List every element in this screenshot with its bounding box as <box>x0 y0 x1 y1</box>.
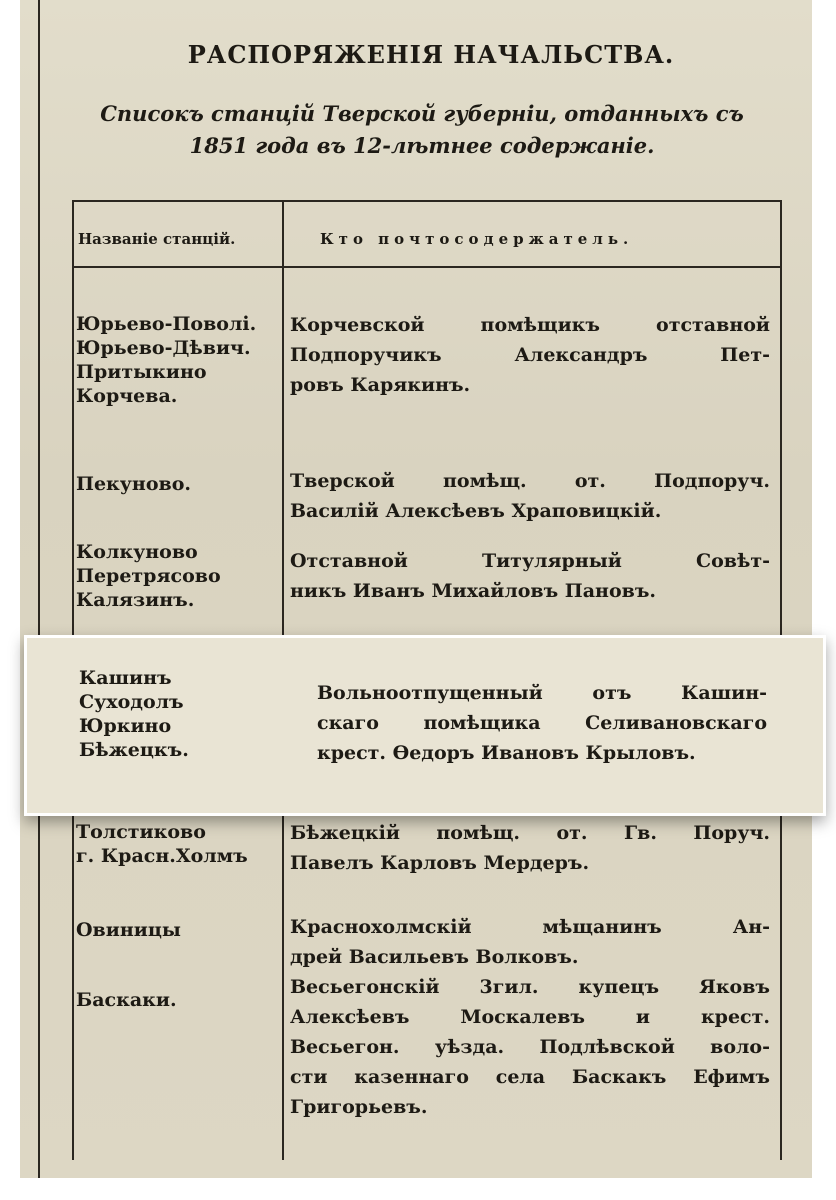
row-holder <box>290 972 770 1122</box>
highlighted-row <box>24 635 826 816</box>
station-name: Баскаки. <box>76 989 177 1011</box>
station-name: Юрьево-Дѣвич. <box>76 337 251 359</box>
holder-line: Весьегонскій 3гил. купецъ Яковъ <box>290 976 770 998</box>
row-stations <box>76 918 286 942</box>
station-name: Толстиково <box>76 821 206 843</box>
row-stations <box>76 988 286 1012</box>
station-name: Калязинъ. <box>76 589 195 611</box>
holder-line: дрей Васильевъ Волковъ. <box>290 946 579 968</box>
row-stations <box>76 312 286 408</box>
row-holder <box>290 546 770 606</box>
row-stations <box>76 820 286 868</box>
station-name: Кашинъ <box>79 667 172 689</box>
holder-line: никъ Иванъ Михайловъ Пановъ. <box>290 580 657 602</box>
row-holder <box>290 912 770 972</box>
scanned-page <box>20 0 812 1178</box>
station-name: г. Красн.Холмъ <box>76 845 248 867</box>
table-caption <box>60 98 784 162</box>
page-margin-rule <box>38 0 40 1178</box>
holder-line: ровъ Карякинъ. <box>290 374 471 396</box>
station-name: Перетрясово <box>76 565 221 587</box>
row-holder <box>317 678 767 768</box>
holder-line: Тверской помѣщ. от. Подпоруч. <box>290 470 770 492</box>
column-header-holder: Кто почтосодержатель. <box>320 230 634 248</box>
row-holder <box>290 466 770 526</box>
station-name: Притыкино <box>76 361 207 383</box>
caption-line: 1851 года въ 12-лѣтнее содержаніе. <box>189 133 655 158</box>
holder-line: Отставной Титулярный Совѣт- <box>290 550 770 572</box>
holder-line: Василій Алексѣевъ Храповицкій. <box>290 500 662 522</box>
table-header-rule <box>72 266 780 268</box>
station-name: Юрьево-Поволі. <box>76 313 257 335</box>
holder-line: Весьегон. уѣзда. Подлѣвской воло- <box>290 1036 770 1058</box>
holder-line: Вольноотпущенный отъ Кашин- <box>317 682 767 704</box>
holder-line: Алексѣевъ Москалевъ и крест. <box>290 1006 770 1028</box>
holder-line: Павелъ Карловъ Мердеръ. <box>290 852 590 874</box>
holder-line: Краснохолмскій мѣщанинъ Ан- <box>290 916 770 938</box>
row-stations <box>76 472 286 496</box>
holder-line: Григорьевъ. <box>290 1096 428 1118</box>
holder-line: Подпоручикъ Александръ Пет- <box>290 344 770 366</box>
row-holder <box>290 310 770 400</box>
row-stations <box>79 666 289 762</box>
page-title: РАСПОРЯЖЕНІЯ НАЧАЛЬСТВА. <box>187 40 675 69</box>
holder-line: крест. Өедоръ Ивановъ Крыловъ. <box>317 742 696 764</box>
column-header-stations: Названіе станцій. <box>78 230 236 248</box>
caption-line: Списокъ станцій Тверской губерніи, отданныхъ съ <box>100 101 744 126</box>
row-holder <box>290 818 770 878</box>
holder-line: сти казеннаго села Баскакъ Ефимъ <box>290 1066 770 1088</box>
station-name: Корчева. <box>76 385 178 407</box>
holder-line: скаго помѣщика Селивановскаго <box>317 712 767 734</box>
station-name: Колкуново <box>76 541 198 563</box>
station-name: Суходолъ <box>79 691 184 713</box>
table-top-rule <box>72 200 780 202</box>
station-name: Юркино <box>79 715 172 737</box>
station-name: Овиницы <box>76 919 181 941</box>
station-name: Пекуново. <box>76 473 191 495</box>
row-stations <box>76 540 286 612</box>
station-name: Бѣжецкъ. <box>79 739 189 761</box>
holder-line: Корчевской помѣщикъ отставной <box>290 314 770 336</box>
holder-line: Бѣжецкій помѣщ. от. Гв. Поруч. <box>290 822 770 844</box>
